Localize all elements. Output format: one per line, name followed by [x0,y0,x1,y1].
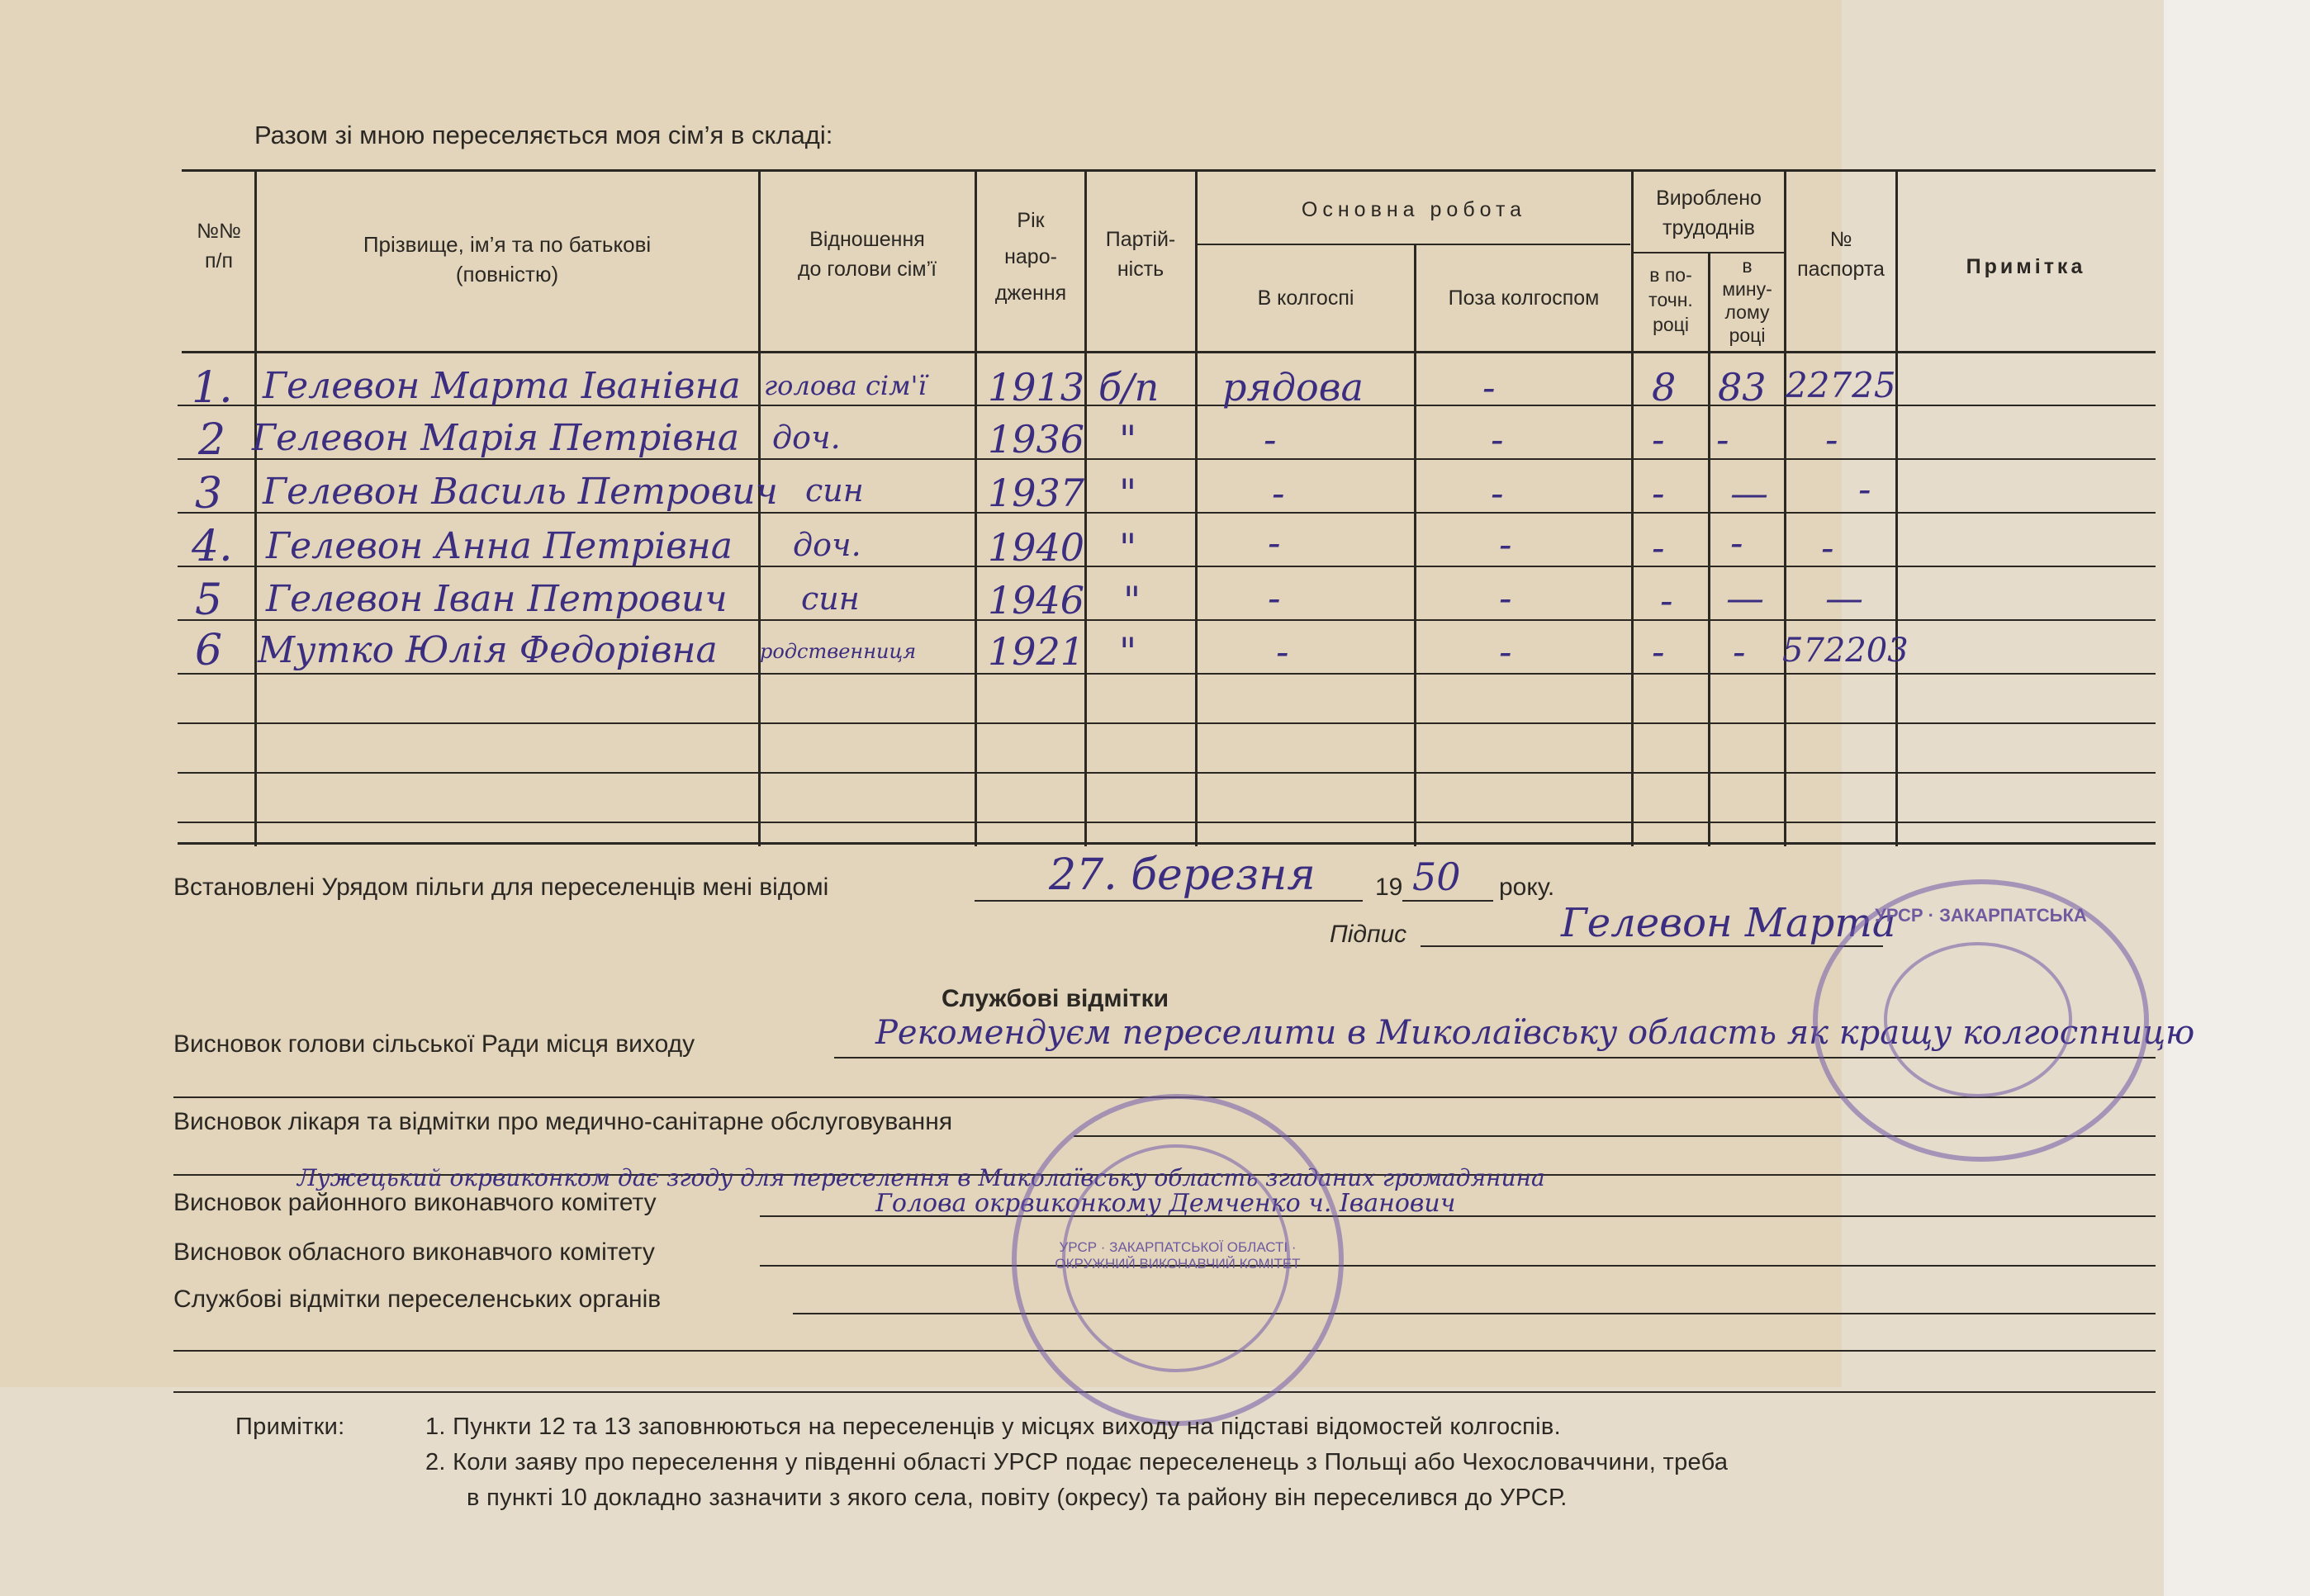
table-bottom-border [178,842,2156,845]
doctor-label: Висновок лікаря та відмітки про медично-санітарне обслуговування [173,1108,953,1135]
member-outside-work: - [1499,629,1512,674]
row-number: 1. [192,363,233,413]
member-birth-year: 1937 [988,471,1085,515]
header-relation: Відношення до голови сім’ї [797,228,937,281]
member-relation: родственниця [760,640,917,663]
row-line [178,822,2156,823]
member-kolhosp-work: - [1264,417,1277,462]
member-workdays-last: — [1730,471,1768,515]
row-number: 6 [195,626,223,675]
member-kolhosp-work: - [1272,471,1285,515]
member-passport: 572203 [1782,632,1909,670]
member-name: Гелевон Василь Петрович [263,471,778,513]
village-council-stamp [1813,879,2149,1162]
member-outside-work: - [1482,365,1496,410]
main-work-divider [1195,244,1630,245]
member-kolhosp-work: - [1268,575,1281,620]
member-outside-work: - [1499,575,1512,620]
member-outside-work: - [1491,471,1504,515]
year-word: року. [1499,874,1555,901]
member-outside-work: - [1499,522,1512,566]
member-relation: син [805,472,864,509]
header-last-year: в мину- лому році [1722,255,1772,346]
member-birth-year: 1946 [988,578,1085,623]
benefits-date: 27. березня [1049,850,1316,900]
member-name: Гелевон Іван Петрович [266,578,728,620]
member-relation: син [801,580,860,617]
row-line [178,722,2156,724]
district-signature: Голова окрвиконкому Демченко ч. Іванович [875,1189,1456,1218]
member-party: " [1123,578,1141,623]
header-birth-year: Рік наро- дження [994,209,1067,305]
member-workdays-current: - [1652,525,1665,570]
member-party: " [1119,471,1137,515]
member-passport: — [1825,575,1863,620]
header-note: Примітка [1966,255,2086,278]
row-line [178,772,2156,774]
district-committee-label: Висновок районного виконавчого комітету [173,1189,657,1216]
year-suffix: 50 [1412,855,1461,899]
date-line [975,900,1363,902]
paper-edge [2164,0,2310,1596]
oblast-committee-label: Висновок обласного виконавчого комітету [173,1238,655,1266]
row-number: 3 [195,469,223,519]
member-passport: 22725 [1786,365,1896,405]
service-title: Службові відмітки [942,985,1169,1012]
member-party: б/п [1098,365,1160,410]
benefits-label: Встановлені Урядом пільги для переселенців мені відомі [173,874,829,901]
stamp-ring-text: УРСР · ЗАКАРПАТСЬКОЇ ОБЛАСТІ · ОКРУЖНИЙ ВИКОНАВЧИЙ КОМІТЕТ [1055,1239,1301,1272]
member-passport: - [1858,466,1871,511]
year-prefix: 19 [1375,874,1403,901]
member-outside-work: - [1491,417,1504,462]
header-main-work: Основна робота [1301,198,1527,221]
member-workdays-current: - [1660,578,1673,623]
signature-label: Підпис [1330,921,1407,948]
table-header-bottom [182,351,2156,353]
header-party: Партій- ність [1105,228,1176,281]
member-party: " [1119,525,1137,570]
stamp-ring-text: УРСР · ЗАКАРПАТСЬКА [1875,905,2087,926]
col-line [1195,169,1198,846]
member-party: " [1119,417,1137,462]
note-3: в пункті 10 докладно зазначити з якого села, повіту (окресу) та району він переселився до УРСР. [467,1485,1568,1511]
district-committee-stamp [1012,1094,1344,1426]
row-number: 4. [192,522,233,571]
member-relation: голова сім'ї [764,370,927,401]
col-line [1084,169,1087,846]
member-party: " [1119,629,1137,674]
header-passport: № паспорта [1797,228,1885,281]
member-kolhosp-work: - [1276,629,1289,674]
member-name: Мутко Юлія Федорівна [258,629,718,671]
village-council-conclusion: Рекомендуєм переселити в Миколаївську область як кращу колгоспницю [875,1014,2195,1052]
organs-line [793,1313,2156,1314]
col-line [1414,244,1416,846]
member-birth-year: 1921 [988,629,1085,674]
note-2: 2. Коли заяву про переселення у південні області УРСР подає переселенець з Польщі або Чехословаччини, треба [425,1449,1729,1475]
table-top-border [182,169,2156,172]
member-workdays-last: - [1730,520,1743,565]
member-kolhosp-work: - [1268,520,1281,565]
district-conclusion: Лужецький окрвиконком дає згоду для переселення в Миколаївську область згаданих громадянина [297,1164,1545,1191]
col-line [975,169,977,846]
member-workdays-last: - [1733,629,1746,674]
row-number: 2 [198,415,226,465]
row-line [178,673,2156,675]
oblast-line [760,1265,2156,1267]
row-number: 5 [195,575,223,625]
family-intro: Разом зі мною переселяється моя сім’я в складі: [254,121,833,149]
member-workdays-current: - [1652,417,1665,462]
member-name: Гелевон Марта Іванівна [263,365,741,407]
header-workdays: Вироблено трудоднів [1656,187,1762,239]
member-relation: доч. [772,419,841,456]
member-workdays-current: 8 [1652,365,1677,410]
member-birth-year: 1913 [988,365,1085,410]
member-name: Гелевон Анна Петрівна [266,525,733,567]
applicant-signature: Гелевон Марта [1561,900,1896,946]
header-name: Прізвище, ім’я та по батькові (повністю) [363,232,652,287]
year-line [1402,900,1493,902]
header-num: №№ п/п [197,220,241,272]
member-workdays-last: 83 [1718,365,1767,410]
member-kolhosp-work: рядова [1222,365,1364,410]
header-in-kolhosp: В колгоспі [1257,287,1354,310]
member-relation: доч. [793,527,861,563]
stamp-inner-ring [1884,942,2072,1097]
member-birth-year: 1940 [988,525,1085,570]
member-workdays-last: - [1716,417,1729,462]
member-passport: - [1825,417,1838,462]
village-council-label: Висновок голови сільської Ради місця виходу [173,1030,695,1058]
header-current-year: в по- точн. році [1648,264,1693,335]
member-name: Гелевон Марія Петрівна [252,417,740,459]
header-outside-kolhosp: Поза колгоспом [1448,287,1600,310]
member-workdays-current: - [1652,629,1665,674]
member-birth-year: 1936 [988,417,1085,462]
col-line [254,169,257,846]
organs-label: Службові відмітки переселенських органів [173,1286,662,1313]
member-workdays-current: - [1652,471,1665,515]
member-passport: - [1821,525,1834,570]
note-1: 1. Пункти 12 та 13 заповнюються на переселенців у місцях виходу на підставі відомостей колгоспів. [425,1414,1561,1440]
notes-label: Примітки: [235,1414,345,1440]
member-workdays-last: — [1726,575,1764,620]
